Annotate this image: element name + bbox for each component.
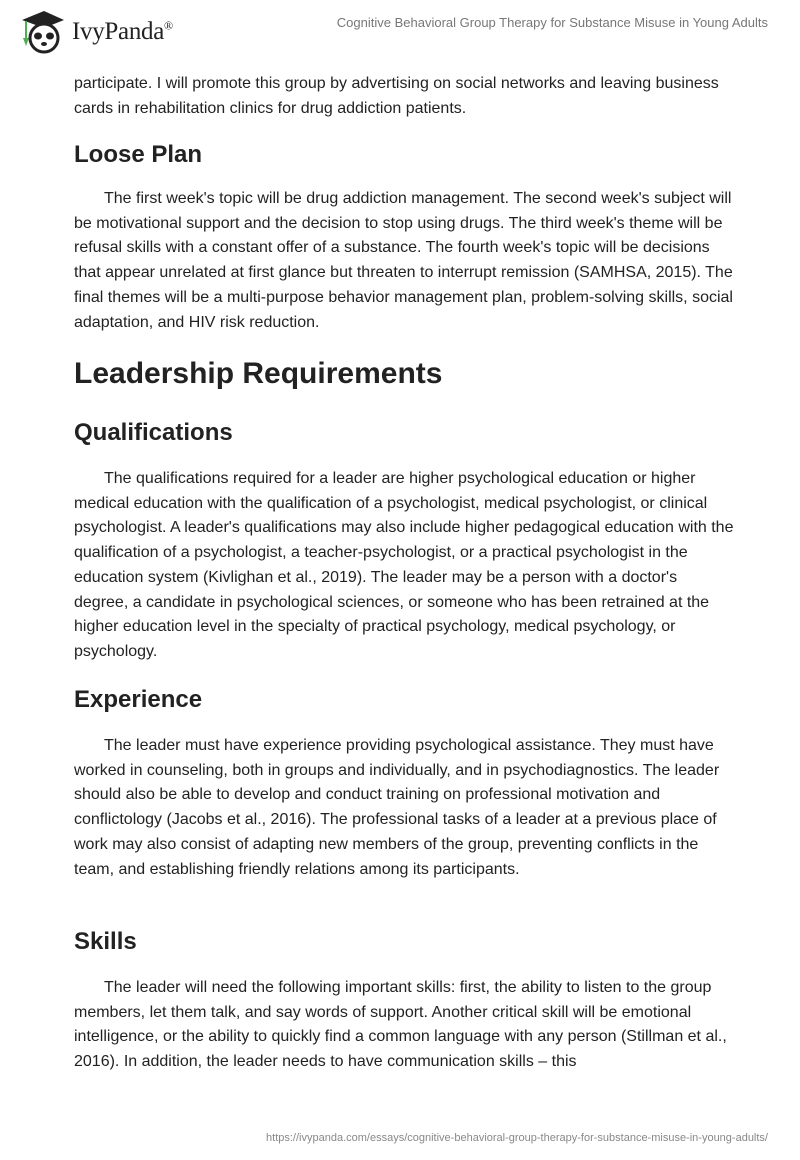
experience-paragraph: The leader must have experience providing psychological assistance. They must have worked in counseling, both in groups and individually, and in psychodiagnostics. The leader should also be able to develop and conduct training on professional motivation and conflictology (Jacobs et al., 2016). The professional tasks of a leader at a previous place of work may also consist of adapting new members of the group, preventing conflicts in the team, and establishing friendly relations among its participants. — [74, 737, 720, 878]
panda-graduate-icon — [18, 8, 66, 56]
intro-paragraph: participate. I will promote this group by advertising on social networks and leaving business cards in rehabilitation clinics for drug addiction patients. — [74, 75, 719, 117]
heading-skills: Skills — [74, 928, 137, 955]
heading-loose-plan: Loose Plan — [74, 141, 203, 168]
source-url[interactable]: https://ivypanda.com/essays/cognitive-behavioral-group-therapy-for-substance-misuse-in-young-adults/ — [266, 1132, 768, 1144]
heading-leadership-requirements: Leadership Requirements — [74, 357, 443, 390]
skills-paragraph: The leader will need the following important skills: first, the ability to listen to the group members, let them talk, and say words of support. Another critical skill will be emotional intelligence, or the ability to quickly find a common language with any person (Stillman et al., 2016). In addition, the leader needs to have communication skills – this — [74, 979, 727, 1071]
heading-qualifications: Qualifications — [74, 419, 233, 446]
logo-text: IvyPanda® — [72, 18, 173, 45]
heading-experience: Experience — [74, 686, 203, 713]
document-title: Cognitive Behavioral Group Therapy for Substance Misuse in Young Adults — [336, 15, 768, 30]
qualifications-paragraph: The qualifications required for a leader are higher psychological education or higher medical education with the qualification of a psychologist, medical psychologist, or clinical psychologist. A leader's qualifications may also include higher pedagogical education with the qualification of a psychologist, a teacher-psychologist, or a practical psychologist in the education system (Kivlighan et al., 2019). The leader may be a person with a doctor's degree, a candidate in psychological sciences, or someone who has been retrained at the higher education level in the specialty of practical psychology, medical psychology, or psychology. — [74, 470, 734, 660]
loose-plan-paragraph: The first week's topic will be drug addiction management. The second week's subject will be motivational support and the decision to stop using drugs. The third week's theme will be refusal skills with a constant offer of a substance. The fourth week's topic will be decisions that appear unrelated at first glance but threaten to interrupt remission (SAMHSA, 2015). The final themes will be a multi-purpose behavior management plan, problem-solving skills, social adaptation, and HIV risk reduction. — [74, 190, 733, 331]
ivypanda-logo[interactable] — [18, 8, 173, 56]
